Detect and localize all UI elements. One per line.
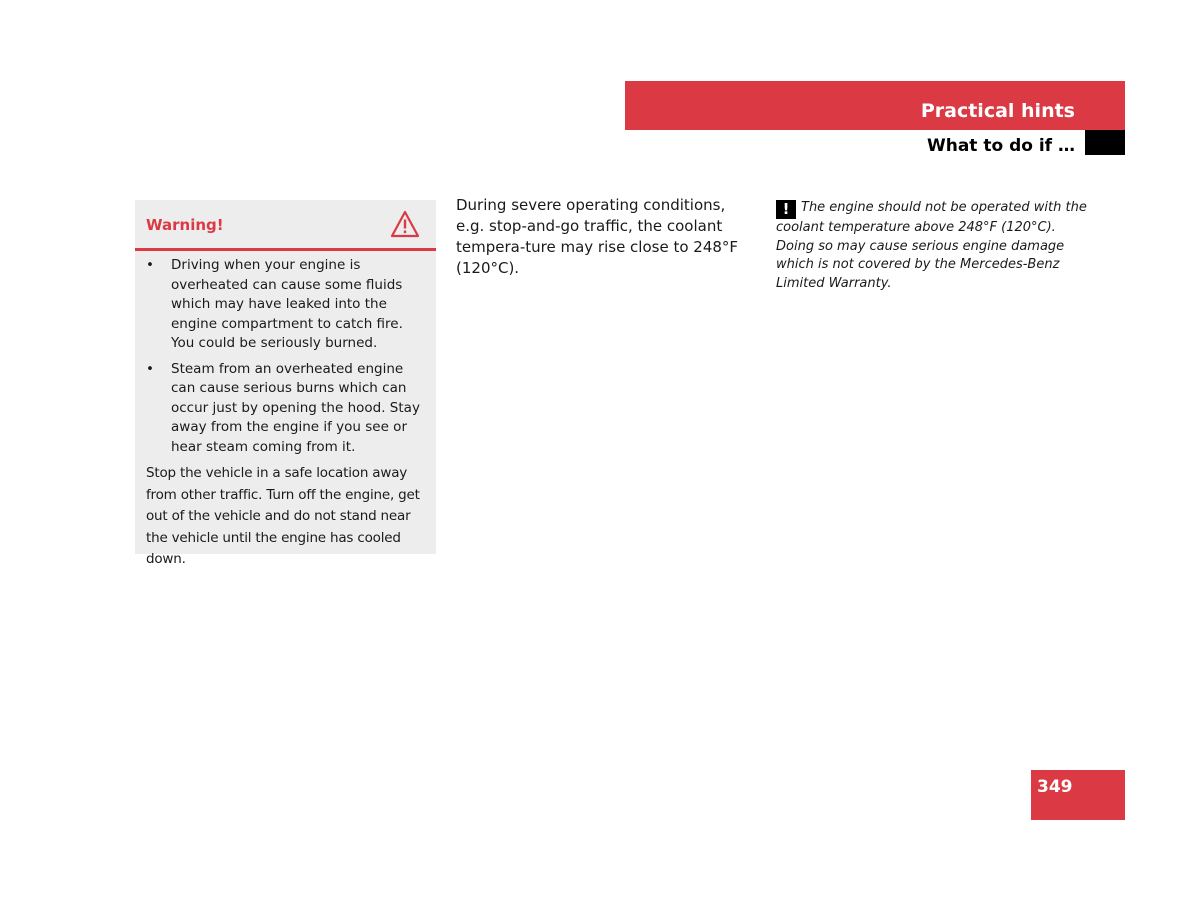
warning-paragraph: Stop the vehicle in a safe location away from other traffic. Turn off the engine, get out of the vehicle and do not stand near the vehicle until the engine has cooled down. [146, 465, 420, 567]
warning-bullet-item [146, 256, 426, 354]
warning-box [135, 200, 436, 567]
warning-title: Warning! [146, 216, 224, 234]
subsection-marker [1085, 130, 1125, 155]
note [776, 199, 1096, 293]
section-header-bar [625, 81, 1125, 130]
warning-bullet-list [146, 256, 426, 463]
exclamation-icon: ! [776, 200, 796, 219]
warning-bullet-text: Driving when your engine is overheated can cause some fluids which may have leaked into the engine compartment to catch fire. You could be seriously burned. [171, 257, 403, 351]
warning-bullet-item [146, 360, 426, 458]
subsection-title: What to do if … [926, 136, 1075, 156]
bullet-marker: • [146, 257, 154, 273]
body-text: During severe operating conditions, e.g. stop-and-go traffic, the coolant tempera-ture may rise close to 248°F (120°C). [456, 196, 739, 277]
bullet-marker: • [146, 360, 154, 377]
warning-triangle-icon [390, 210, 420, 238]
page-number-box [1031, 770, 1125, 820]
warning-bullet-text: Steam from an overheated engine can cause serious burns which can occur just by opening the hood. Stay away from the engine if you see or hear steam coming from it. [171, 360, 420, 455]
section-title: Practical hints [920, 100, 1075, 122]
warning-header [135, 200, 436, 251]
note-text: The engine should not be operated with the coolant temperature above 248°F (120°C). Doing so may cause serious engine damage which is not covered by the Mercedes-Benz Limited Warranty. [776, 200, 1087, 291]
page-number: 349 [1037, 777, 1073, 797]
